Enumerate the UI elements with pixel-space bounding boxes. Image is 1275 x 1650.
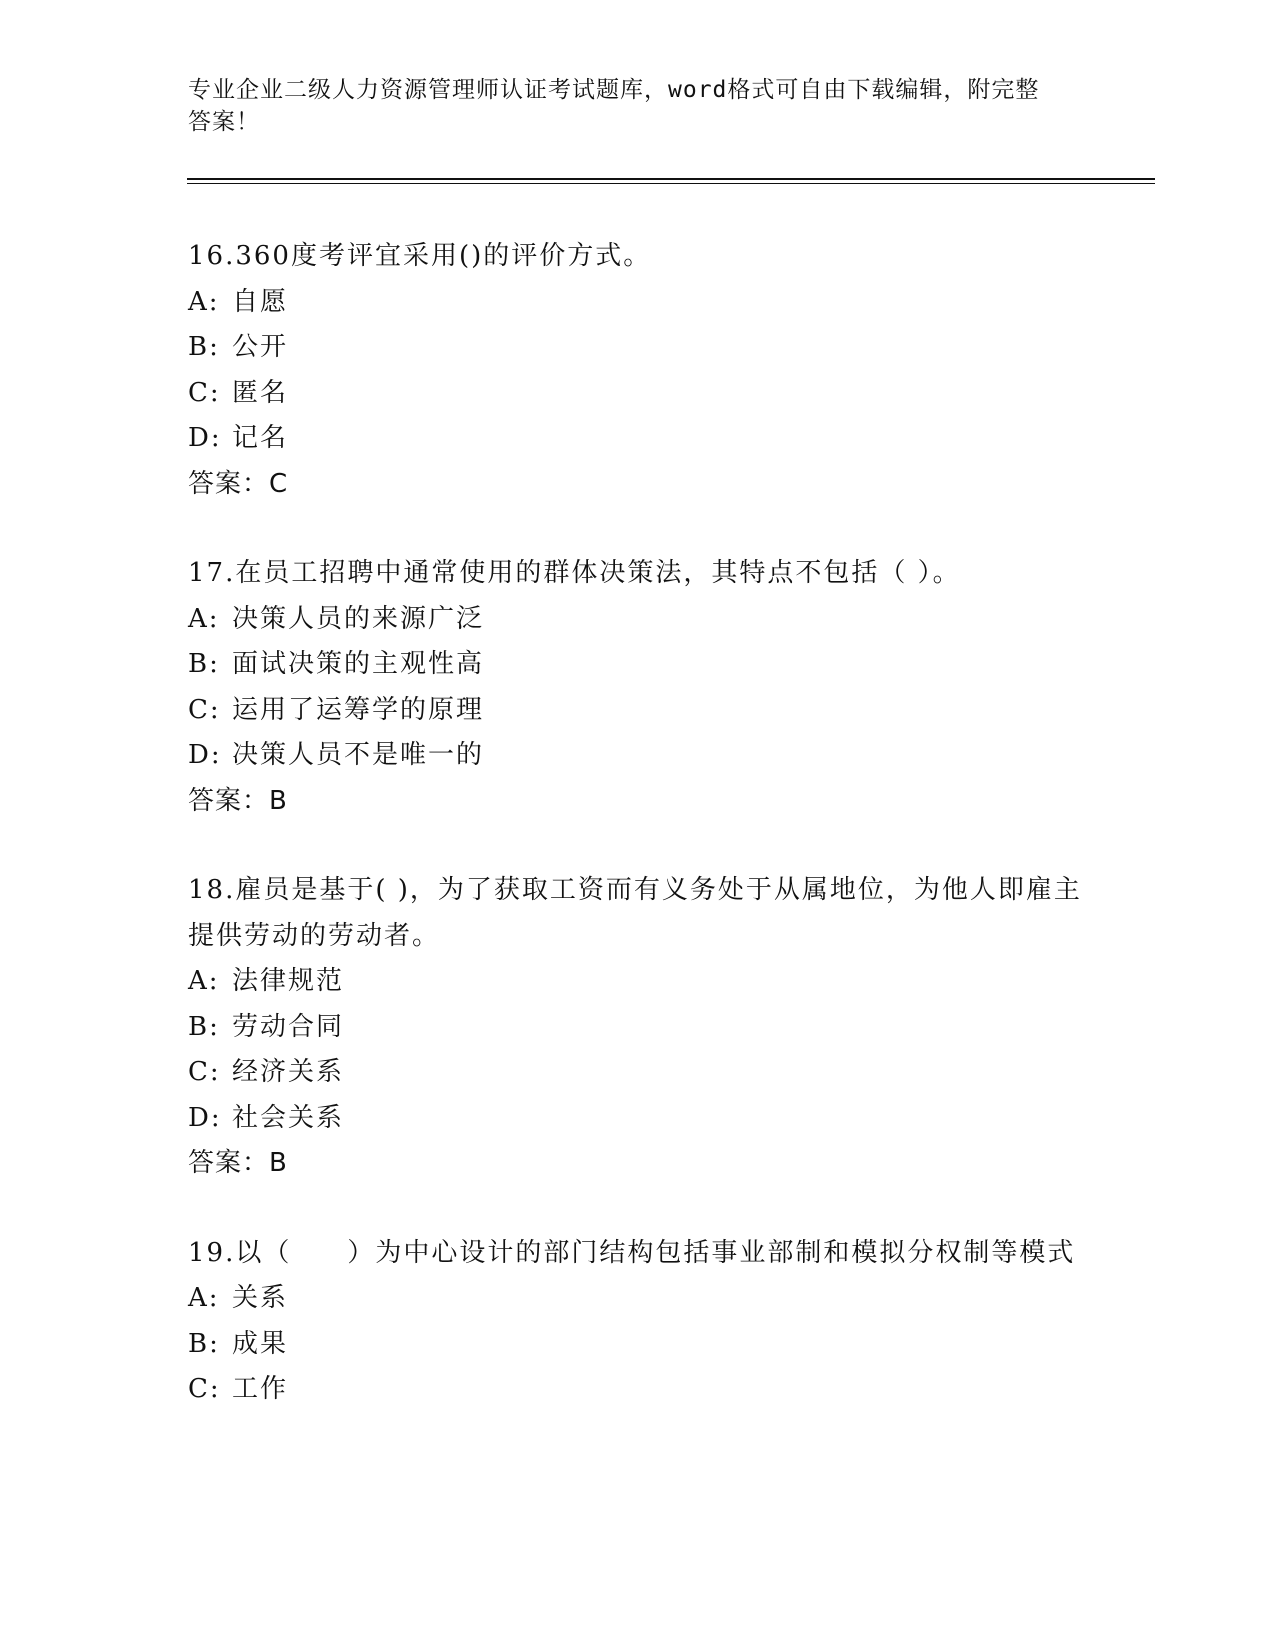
option-letter: C: [188,377,221,408]
option-text: 决策人员的来源广泛 [232,603,485,634]
option-a [188,597,1088,643]
question-stem: 17.在员工招聘中通常使用的群体决策法，其特点不包括（ ）。 [188,558,961,588]
option-d [188,1096,1088,1142]
question-17 [188,551,1088,824]
question-stem: 19.以（ ）为中心设计的部门结构包括事业部制和模拟分权制等模式 [188,1237,1076,1268]
option-c [188,371,1088,417]
header-divider-thin [187,183,1155,184]
option-a [188,959,1088,1005]
option-letter: A: [188,1283,220,1313]
option-letter: C: [188,1374,221,1404]
option-c [188,688,1088,734]
document-header [188,74,1088,138]
option-letter: C: [188,1057,221,1087]
question-18 [188,868,1088,1187]
option-text: 成果 [232,1328,289,1359]
option-letter: D: [188,423,222,453]
question-list [188,234,1088,1457]
answer-line: 答案：B [188,1148,288,1178]
option-a [188,280,1088,326]
question-16 [188,234,1088,507]
option-letter: B: [188,1011,220,1042]
question-stem: 18.雇员是基于( )，为了获取工资而有义务处于从属地位，为他人即雇主提供劳动的劳动者。 [188,875,1082,951]
option-text: 法律规范 [232,966,345,996]
option-text: 经济关系 [232,1057,345,1087]
option-text: 面试决策的主观性高 [232,649,485,679]
option-text: 匿名 [232,377,289,408]
question-19 [188,1231,1088,1413]
option-b [188,325,1088,371]
option-letter: B: [188,649,220,679]
option-a [188,1276,1088,1322]
option-letter: A: [188,603,220,634]
option-c [188,1367,1088,1413]
option-letter: B: [188,1328,220,1359]
option-text: 工作 [232,1374,289,1404]
option-text: 社会关系 [232,1102,345,1133]
option-text: 记名 [232,423,289,453]
option-text: 运用了运筹学的原理 [232,694,485,725]
option-d [188,733,1088,779]
question-stem: 16.360度考评宜采用()的评价方式。 [188,241,652,271]
option-text: 公开 [232,332,289,362]
option-b [188,1322,1088,1368]
header-line-1: 专业企业二级人力资源管理师认证考试题库，word格式可自由下载编辑，附完整 [188,77,1040,103]
option-letter: B: [188,332,220,362]
answer-line: 答案：B [188,785,288,816]
option-letter: A: [188,966,220,996]
option-c [188,1050,1088,1096]
option-letter: D: [188,740,222,770]
header-divider-thick [187,178,1155,180]
option-b [188,642,1088,688]
header-line-2: 答案！ [188,109,260,135]
option-letter: A: [188,286,220,317]
option-text: 自愿 [232,286,289,317]
option-text: 关系 [232,1283,289,1313]
option-text: 决策人员不是唯一的 [232,740,485,770]
option-d [188,416,1088,462]
option-letter: C: [188,694,221,725]
answer-line: 答案：C [188,468,289,499]
option-b [188,1005,1088,1051]
option-letter: D: [188,1102,222,1133]
option-text: 劳动合同 [232,1011,345,1042]
